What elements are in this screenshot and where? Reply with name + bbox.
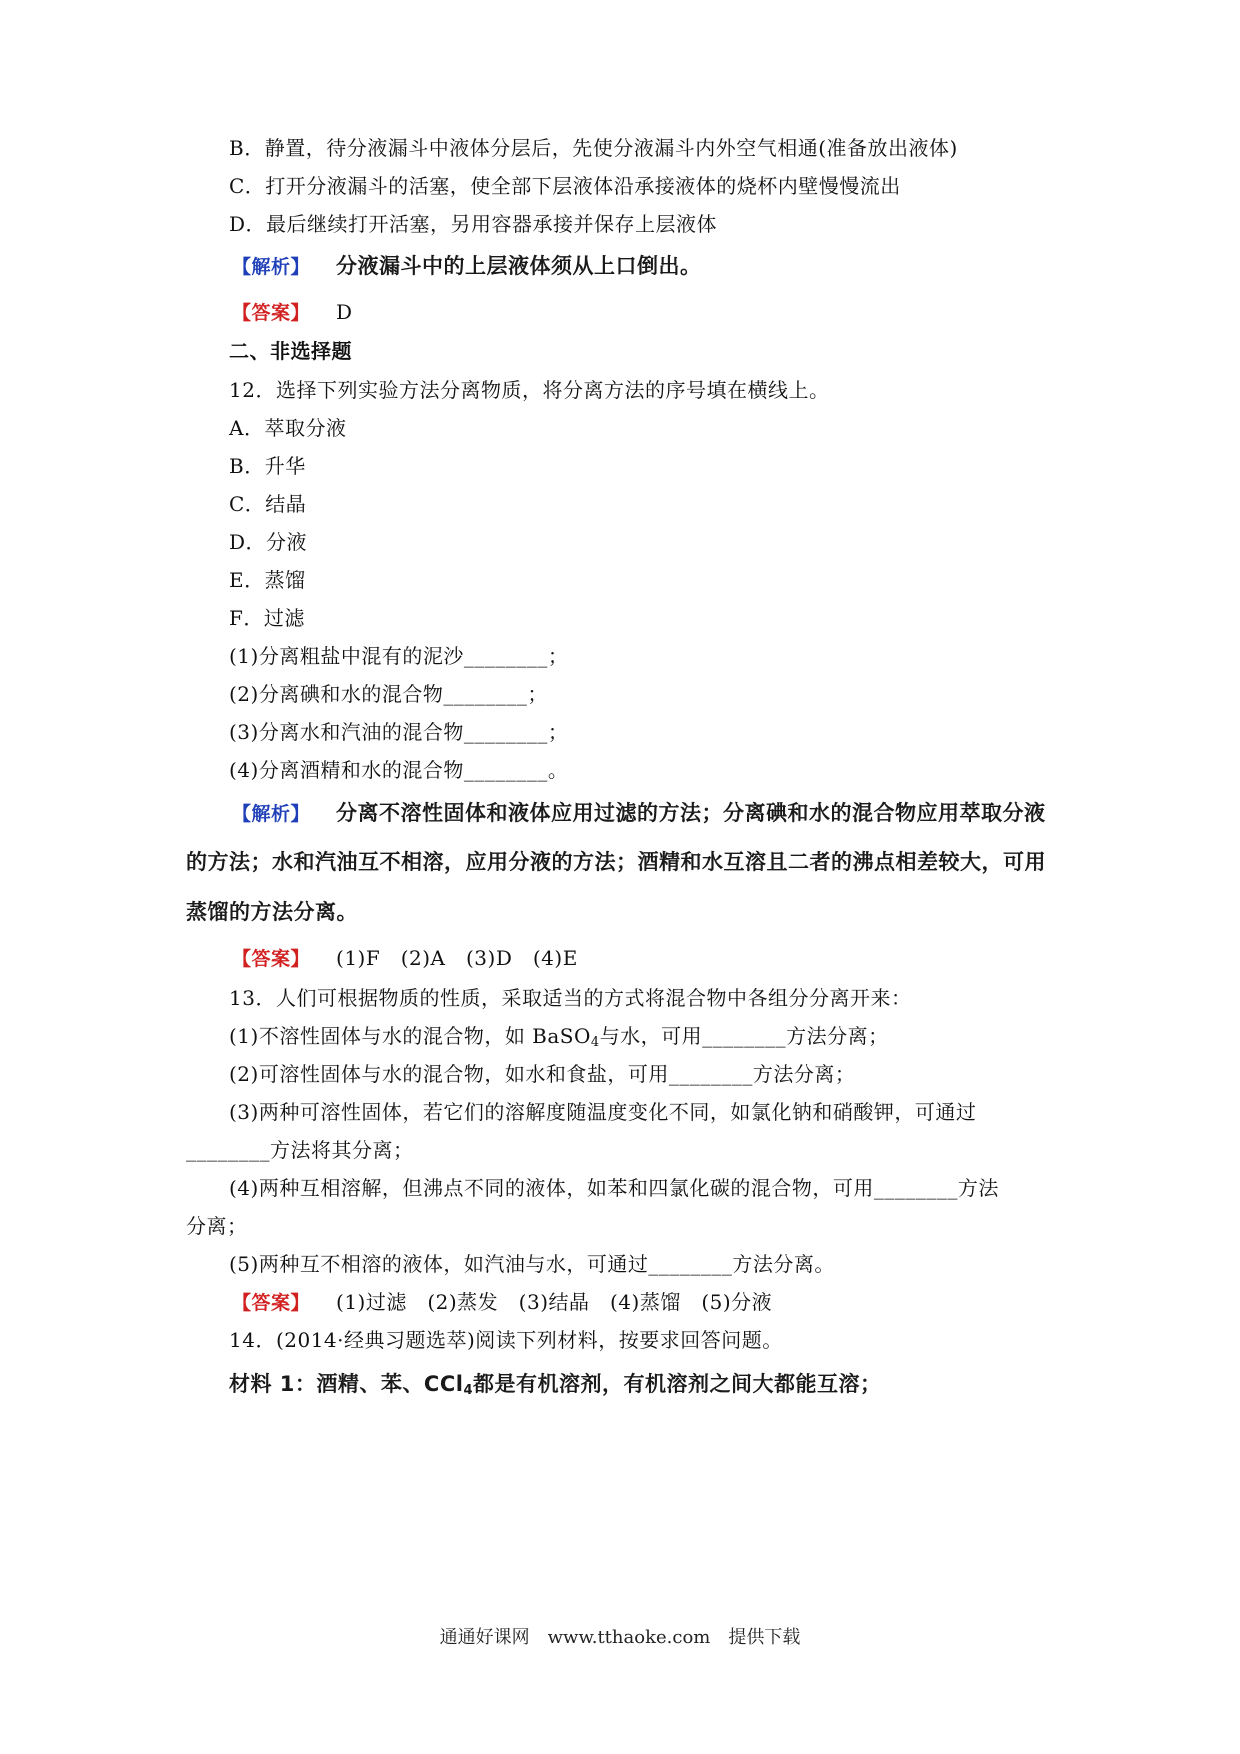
q12-analysis-line-3: 蒸馏的方法分离。: [186, 900, 358, 924]
answer-tag: 【答案】: [232, 948, 311, 970]
q12-option-b: B．升华: [229, 454, 306, 478]
q13-item-1-sub: 4: [590, 1035, 600, 1050]
q12-option-c: C．结晶: [229, 492, 307, 516]
q11-option-d: D．最后继续打开活塞，另用容器承接并保存上层液体: [229, 212, 718, 236]
q14-stem: 14．(2014·经典习题选萃)阅读下列材料，按要求回答问题。: [229, 1328, 783, 1352]
q13-stem: 13．人们可根据物质的性质，采取适当的方式将混合物中各组分分离开来：: [229, 986, 912, 1010]
answer-tag: 【答案】: [232, 1292, 311, 1314]
q12-blank-4: (4)分离酒精和水的混合物________。: [229, 758, 569, 782]
q12-analysis-line-1: [232, 799, 1046, 828]
q12-stem: 12．选择下列实验方法分离物质，将分离方法的序号填在横线上。: [229, 378, 830, 402]
q11-option-c: C．打开分液漏斗的活塞，使全部下层液体沿承接液体的烧杯内壁慢慢流出: [229, 174, 901, 198]
q13-item-2: (2)可溶性固体与水的混合物，如水和食盐，可用________方法分离；: [229, 1062, 856, 1086]
q12-analysis-line-2: 的方法；水和汽油互不相溶，应用分液的方法；酒精和水互溶且二者的沸点相差较大，可用: [186, 850, 1046, 874]
q12-blank-1: (1)分离粗盐中混有的泥沙________；: [229, 644, 569, 668]
q14-material-1-sub: 4: [463, 1383, 473, 1398]
q11-option-b: B．静置，待分液漏斗中液体分层后，先使分液漏斗内外空气相通(准备放出液体): [229, 136, 958, 160]
analysis-tag: 【解析】: [232, 256, 311, 278]
answer-text: D: [336, 300, 353, 324]
answer-tag: 【答案】: [232, 302, 311, 324]
q14-material-1: [229, 1370, 882, 1405]
q14-material-1-pre: 材料 1：酒精、苯、CCl: [229, 1372, 464, 1396]
q11-analysis: [232, 252, 702, 281]
q12-answer: [232, 944, 578, 973]
q12-option-d: D．分液: [229, 530, 308, 554]
q13-item-4-line-1: (4)两种互相溶解，但沸点不同的液体，如苯和四氯化碳的混合物，可用________方法: [229, 1176, 999, 1200]
q13-item-1-post: 与水，可用________方法分离；: [599, 1024, 889, 1048]
analysis-text: 分液漏斗中的上层液体须从上口倒出。: [336, 254, 702, 278]
answer-text: (1)过滤 (2)蒸发 (3)结晶 (4)蒸馏 (5)分液: [336, 1290, 773, 1314]
q13-item-3-line-2: ________方法将其分离；: [186, 1138, 414, 1162]
q13-item-1-pre: (1)不溶性固体与水的混合物，如 BaSO: [229, 1024, 591, 1048]
q13-item-3-line-1: (3)两种可溶性固体，若它们的溶解度随温度变化不同，如氯化钠和硝酸钾，可通过: [229, 1100, 977, 1124]
q12-option-a: A．萃取分液: [229, 416, 347, 440]
q12-blank-2: (2)分离碘和水的混合物________；: [229, 682, 548, 706]
q13-answer: [232, 1288, 772, 1317]
q14-material-1-post: 都是有机溶剂，有机溶剂之间大都能互溶；: [473, 1372, 882, 1396]
q12-option-f: F．过滤: [229, 606, 305, 630]
q11-answer: [232, 298, 353, 327]
q13-item-1: [229, 1022, 889, 1057]
q13-item-5: (5)两种互不相溶的液体，如汽油与水，可通过________方法分离。: [229, 1252, 835, 1276]
q13-item-4-line-2: 分离；: [186, 1214, 248, 1238]
section-title: 二、非选择题: [229, 339, 352, 363]
answer-text: (1)F (2)A (3)D (4)E: [336, 946, 578, 970]
analysis-text: 分离不溶性固体和液体应用过滤的方法；分离碘和水的混合物应用萃取分液: [336, 801, 1046, 825]
page-footer: 通通好课网 www.tthaoke.com 提供下载: [439, 1627, 801, 1648]
q12-option-e: E．蒸馏: [229, 568, 306, 592]
q12-blank-3: (3)分离水和汽油的混合物________；: [229, 720, 569, 744]
analysis-tag: 【解析】: [232, 803, 311, 825]
